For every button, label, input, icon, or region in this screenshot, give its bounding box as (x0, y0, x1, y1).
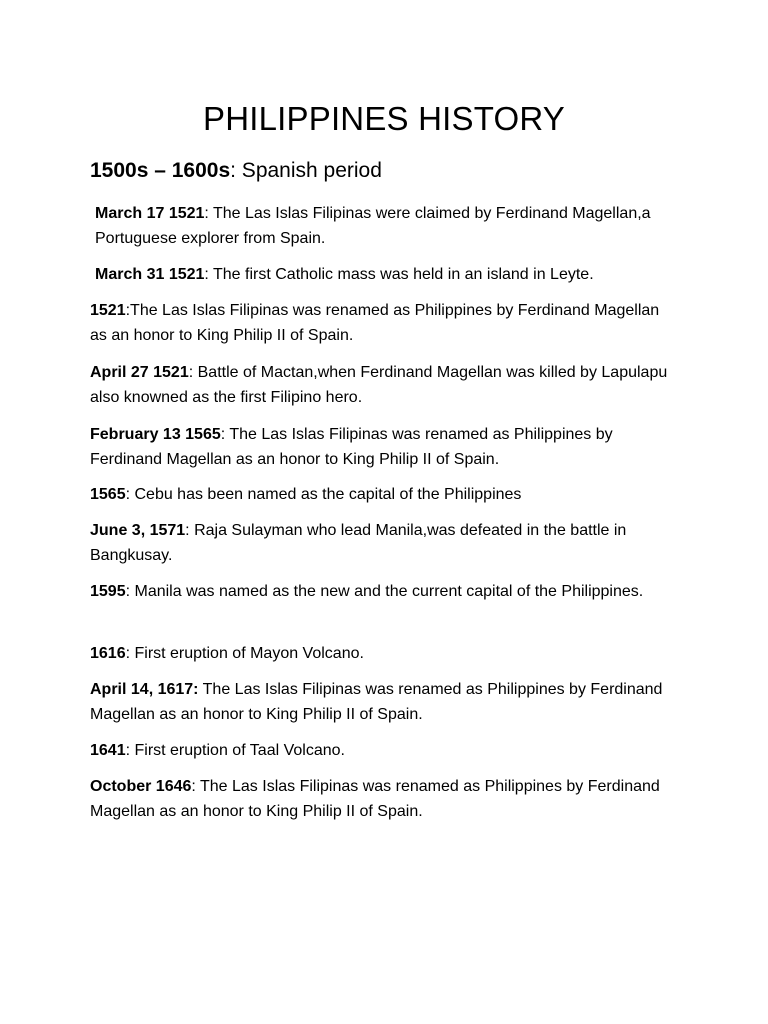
entry-text: : First eruption of Taal Volcano. (125, 742, 345, 759)
timeline-entry (90, 262, 685, 287)
entry-text: : The Las Islas Filipinas were claimed by Ferdinand Magellan,a Portuguese explorer from Spain. (95, 205, 651, 247)
entry-date: March 31 1521 (95, 266, 205, 283)
entry-text: : First eruption of Mayon Volcano. (125, 645, 364, 662)
entry-date: June 3, 1571 (90, 522, 186, 539)
timeline-entry (90, 360, 680, 410)
entry-date: March 17 1521 (95, 205, 205, 222)
timeline-entry (90, 579, 680, 604)
timeline-entry (90, 422, 680, 472)
timeline-entry (90, 641, 680, 666)
entry-date: 1521 (90, 302, 126, 319)
entry-date: 1595 (90, 583, 126, 600)
entry-text: : The first Catholic mass was held in an island in Leyte. (204, 266, 594, 283)
entry-date: October 1646 (90, 778, 192, 795)
entry-date: April 14, 1617: (90, 681, 199, 698)
timeline-entry (90, 518, 680, 568)
timeline-entry (90, 738, 680, 763)
entry-date: April 27 1521 (90, 364, 189, 381)
period-range: 1500s – 1600s (90, 159, 231, 182)
period-label: : Spanish period (230, 159, 382, 182)
entry-text: : Raja Sulayman who lead Manila,was defeated in the battle in Bangkusay. (90, 522, 627, 564)
entry-text: : The Las Islas Filipinas was renamed as Philippines by Ferdinand Magellan as an honor to King Philip II of Spain. (90, 426, 613, 468)
entry-text: The Las Islas Filipinas was renamed as Philippines by Ferdinand Magellan as an honor to King Philip II of Spain. (90, 681, 663, 723)
entry-date: 1565 (90, 486, 126, 503)
entry-text: :The Las Islas Filipinas was renamed as Philippines by Ferdinand Magellan as an honor to King Philip II of Spain. (90, 302, 660, 344)
timeline-entry (90, 774, 680, 824)
timeline-entry (90, 201, 685, 251)
entry-date: February 13 1565 (90, 426, 221, 443)
document-title: PHILIPPINES HISTORY (202, 100, 566, 137)
entry-text: : Manila was named as the new and the current capital of the Philippines. (125, 583, 644, 600)
timeline-entry (90, 482, 680, 507)
entry-date: 1616 (90, 645, 126, 662)
entry-text: : Cebu has been named as the capital of the Philippines (125, 486, 522, 503)
entry-text: : The Las Islas Filipinas was renamed as Philippines by Ferdinand Magellan as an honor to King Philip II of Spain. (90, 778, 660, 820)
entry-text: : Battle of Mactan,when Ferdinand Magellan was killed by Lapulapu also knowned as the first Filipino hero. (90, 364, 668, 406)
period-heading (90, 156, 382, 186)
entry-date: 1641 (90, 742, 126, 759)
timeline-entry (90, 298, 680, 348)
timeline-entry (90, 677, 680, 727)
